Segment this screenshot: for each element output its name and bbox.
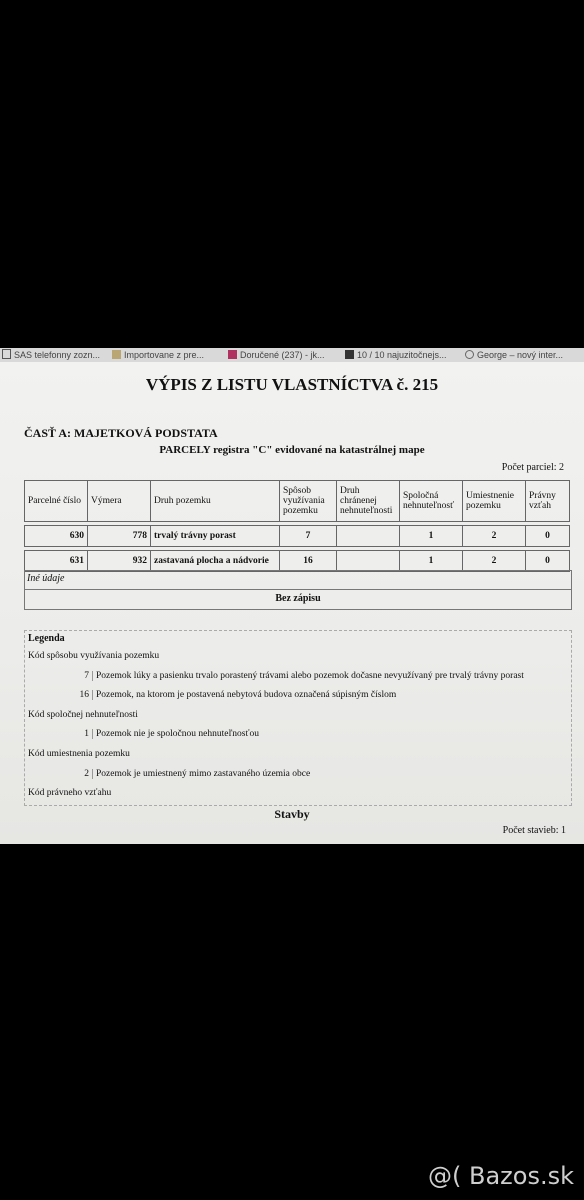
page-title: VÝPIS Z LISTU VLASTNÍCTVA č. 215	[145, 375, 439, 394]
legend-desc: Pozemok, na ktorom je postavená nebytová budova označená súpisným číslom	[92, 690, 396, 700]
table-cell: 1	[400, 551, 463, 572]
bookmark-tab[interactable]: 10 / 10 najuzitočnejs...	[345, 349, 447, 361]
table-cell: 0	[526, 526, 570, 547]
document-photo	[0, 348, 584, 844]
buildings-heading: Stavby	[274, 807, 310, 821]
table-cell: 778	[88, 526, 151, 547]
table-cell: 2	[463, 551, 526, 572]
table-cell	[337, 551, 400, 572]
column-header: Výmera	[88, 481, 151, 522]
table-cell: 631	[25, 551, 88, 572]
table-row	[25, 551, 570, 572]
document-icon	[2, 349, 11, 359]
other-data-box	[24, 570, 572, 610]
legend-row	[25, 690, 571, 706]
bookmark-tab[interactable]: SAS telefonny zozn...	[2, 349, 100, 361]
legend-desc: Pozemok nie je spoločnou nehnuteľnosťou	[92, 729, 259, 739]
column-header: Parcelné číslo	[25, 481, 88, 522]
parcel-count: Počet parciel: 2	[501, 462, 564, 473]
column-header: Právny vzťah	[526, 481, 570, 522]
column-header: Druh pozemku	[151, 481, 280, 522]
mail-icon	[228, 350, 237, 359]
bookmark-tab[interactable]: Importovane z pre...	[112, 349, 204, 361]
subtitle: PARCELY registra "C" evidované na katastrálnej mape	[159, 444, 425, 456]
column-header: Spoločná nehnuteľnosť	[400, 481, 463, 522]
table-cell: 932	[88, 551, 151, 572]
other-data-label: Iné údaje	[27, 573, 65, 584]
globe-icon	[465, 350, 474, 359]
legend-category: Kód spôsobu využívania pozemku	[28, 651, 160, 661]
section-title: ČASŤ A: MAJETKOVÁ PODSTATA	[24, 426, 218, 440]
legend-row	[25, 729, 571, 745]
legend-row	[25, 671, 571, 687]
bookmark-icon	[345, 350, 354, 359]
bookmark-tab[interactable]: George – nový inter...	[465, 349, 563, 361]
table-row	[25, 526, 570, 547]
legend-category: Kód spoločnej nehnuteľnosti	[28, 710, 138, 720]
bookmark-tab[interactable]: Doručené (237) - jk...	[228, 349, 325, 361]
column-header: Umiestnenie pozemku	[463, 481, 526, 522]
legend-row	[25, 769, 571, 785]
parcels-table	[24, 480, 570, 572]
legend-category: Kód právneho vzťahu	[28, 788, 112, 798]
table-cell: 7	[280, 526, 337, 547]
legend-desc: Pozemok lúky a pasienku trvalo porastený trávami alebo pozemok dočasne nevyužívaný pre trvalý trávny porast	[92, 671, 524, 681]
browser-bookmarks-bar	[0, 348, 584, 362]
legend-title: Legenda	[28, 633, 65, 644]
column-header: Spôsob využívania pozemku	[280, 481, 337, 522]
legend-code: 2	[84, 769, 89, 779]
legend-code: 1	[84, 729, 89, 739]
other-data-value: Bez zápisu	[25, 589, 571, 604]
building-count: Počet stavieb: 1	[502, 825, 566, 836]
legend-code: 7	[84, 671, 89, 681]
legend-desc: Pozemok je umiestnený mimo zastavaného územia obce	[92, 769, 310, 779]
folder-icon	[112, 350, 121, 359]
bazos-watermark: @( Bazos.sk	[428, 1162, 574, 1190]
legend-category: Kód umiestnenia pozemku	[28, 749, 130, 759]
table-cell: 630	[25, 526, 88, 547]
table-cell: trvalý trávny porast	[151, 526, 280, 547]
table-cell	[337, 526, 400, 547]
column-header: Druh chránenej nehnuteľnosti	[337, 481, 400, 522]
legend-code: 16	[79, 690, 89, 700]
table-header-row	[25, 481, 570, 522]
table-cell: 0	[526, 551, 570, 572]
table-cell: 16	[280, 551, 337, 572]
legend-box	[24, 630, 572, 806]
table-cell: 1	[400, 526, 463, 547]
table-cell: zastavaná plocha a nádvorie	[151, 551, 280, 572]
table-cell: 2	[463, 526, 526, 547]
